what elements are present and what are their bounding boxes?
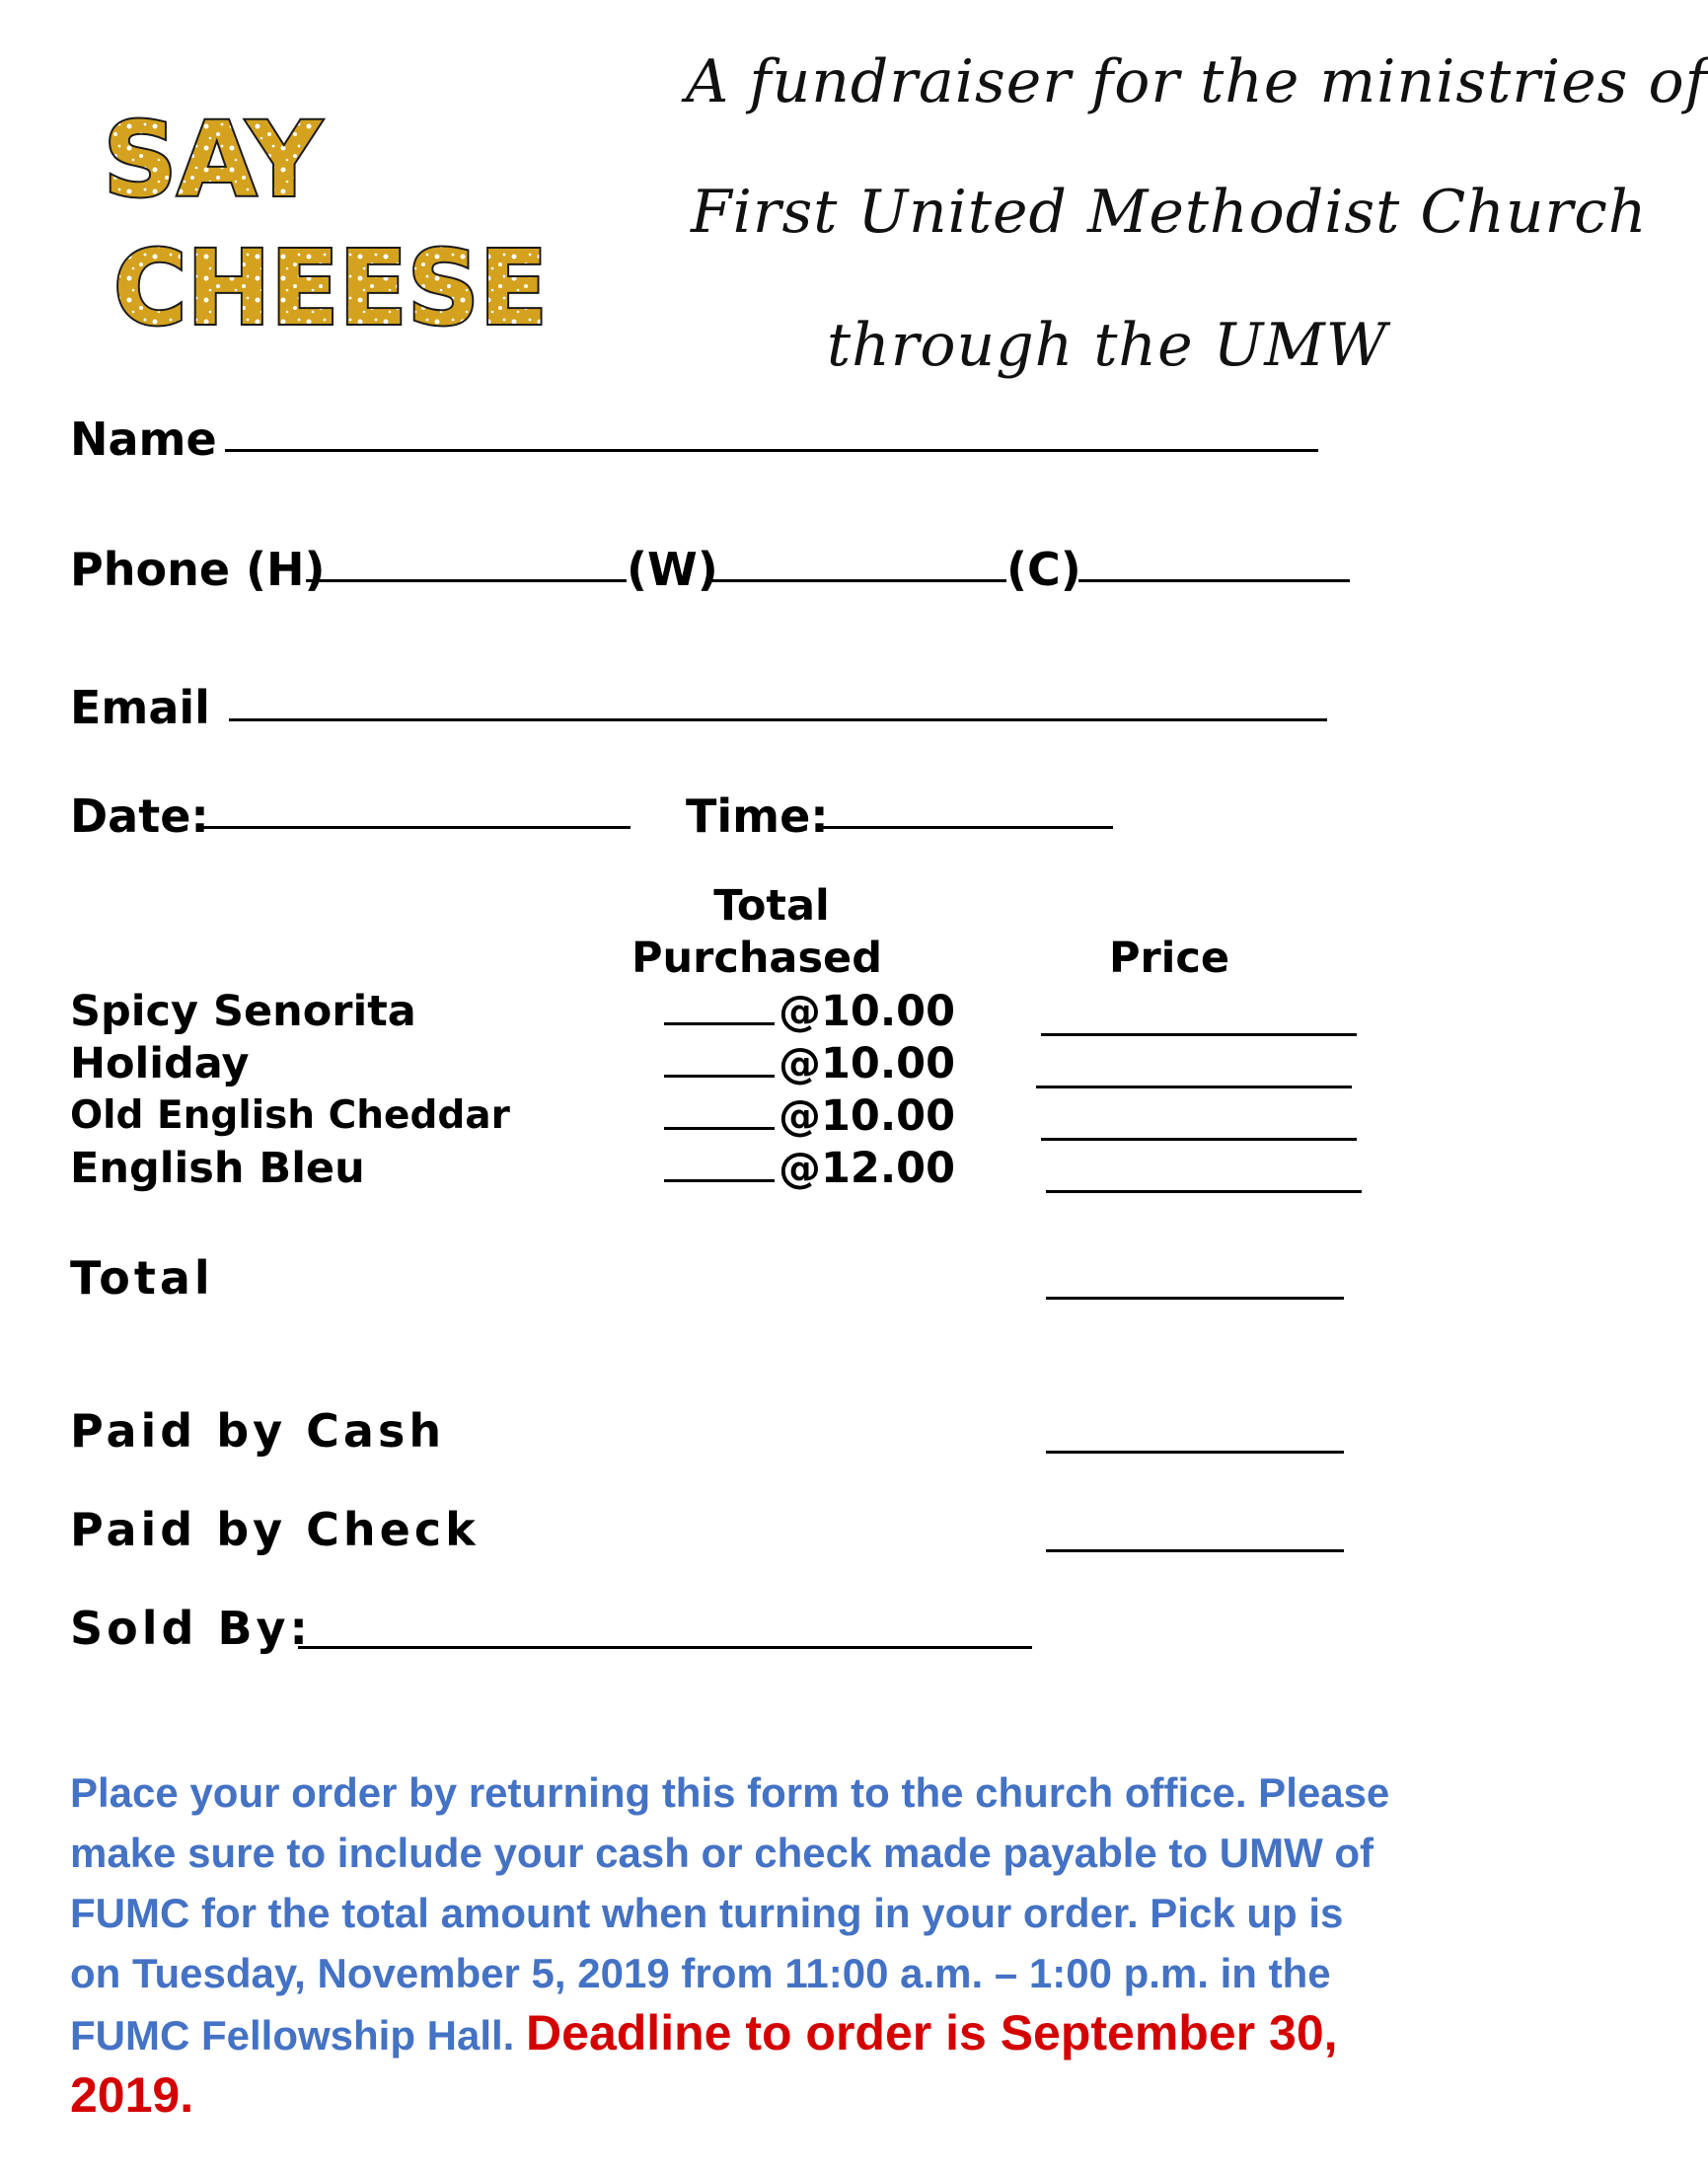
unit-price: @10.00 [779,1039,956,1088]
say-cheese-logo [99,99,582,348]
item-name: English Bleu [70,1144,365,1193]
deadline-text: Deadline to order is September 30, 2019. [70,2005,1338,2123]
tagline-line-2: First United Methodist Church [691,178,1648,247]
unit-price: @12.00 [779,1144,956,1193]
price-field[interactable] [1036,1086,1352,1088]
phone-home-label: Phone (H) [70,543,326,596]
date-field[interactable] [199,826,631,829]
name-label: Name [70,412,217,466]
unit-price: @10.00 [779,1091,956,1141]
quantity-blank[interactable] [664,993,775,1025]
paid-by-check-label: Paid by Check [70,1503,480,1556]
header-total: Total [713,881,830,931]
name-field[interactable] [225,449,1318,452]
header-purchased: Purchased [631,934,882,983]
item-name: Spicy Senorita [70,987,416,1036]
order-instructions [70,1762,1392,2128]
logo-word-say: SAY [103,100,322,220]
instructions-text: Place your order by returning this form to the church office. Please make sure to include your cash or check made payable to UMW of FUMC for the total amount when turning in your order. Pick up is on Tuesday, November 5, 2019 from 11:00 a.m. – 1:00 p.m. in the FUMC Fellowship Hall. [70,1769,1390,2059]
email-label: Email [70,681,210,734]
header-price: Price [1108,934,1230,983]
total-field[interactable] [1046,1297,1344,1300]
item-quantity [664,1144,955,1193]
tagline-line-3: through the UMW [827,311,1388,380]
quantity-blank[interactable] [664,1097,775,1130]
item-quantity [664,1039,955,1088]
paid-by-cash-label: Paid by Cash [70,1404,446,1458]
email-field[interactable] [229,718,1327,721]
phone-cell-label: (C) [1006,543,1081,596]
time-label: Time: [686,789,829,843]
price-field[interactable] [1041,1138,1357,1141]
sold-by-field[interactable] [298,1646,1032,1649]
sold-by-label: Sold By: [70,1602,312,1655]
tagline-line-1: A fundraiser for the ministries of [686,47,1708,116]
quantity-blank[interactable] [664,1150,775,1182]
item-quantity [664,1091,955,1141]
item-name: Old English Cheddar [70,1093,510,1138]
date-label: Date: [70,789,209,843]
logo-word-cheese: CHEESE [113,228,548,348]
quantity-blank[interactable] [664,1045,775,1078]
item-quantity [664,987,955,1036]
phone-home-field[interactable] [306,579,627,582]
item-name: Holiday [70,1039,250,1088]
phone-cell-field[interactable] [1078,579,1350,582]
price-field[interactable] [1046,1190,1362,1193]
paid-by-cash-field[interactable] [1046,1451,1344,1454]
unit-price: @10.00 [779,987,956,1036]
phone-work-label: (W) [627,543,718,596]
time-field[interactable] [819,826,1113,829]
paid-by-check-field[interactable] [1046,1549,1344,1552]
phone-work-field[interactable] [708,579,1006,582]
total-label: Total [70,1251,214,1305]
price-field[interactable] [1041,1033,1357,1036]
